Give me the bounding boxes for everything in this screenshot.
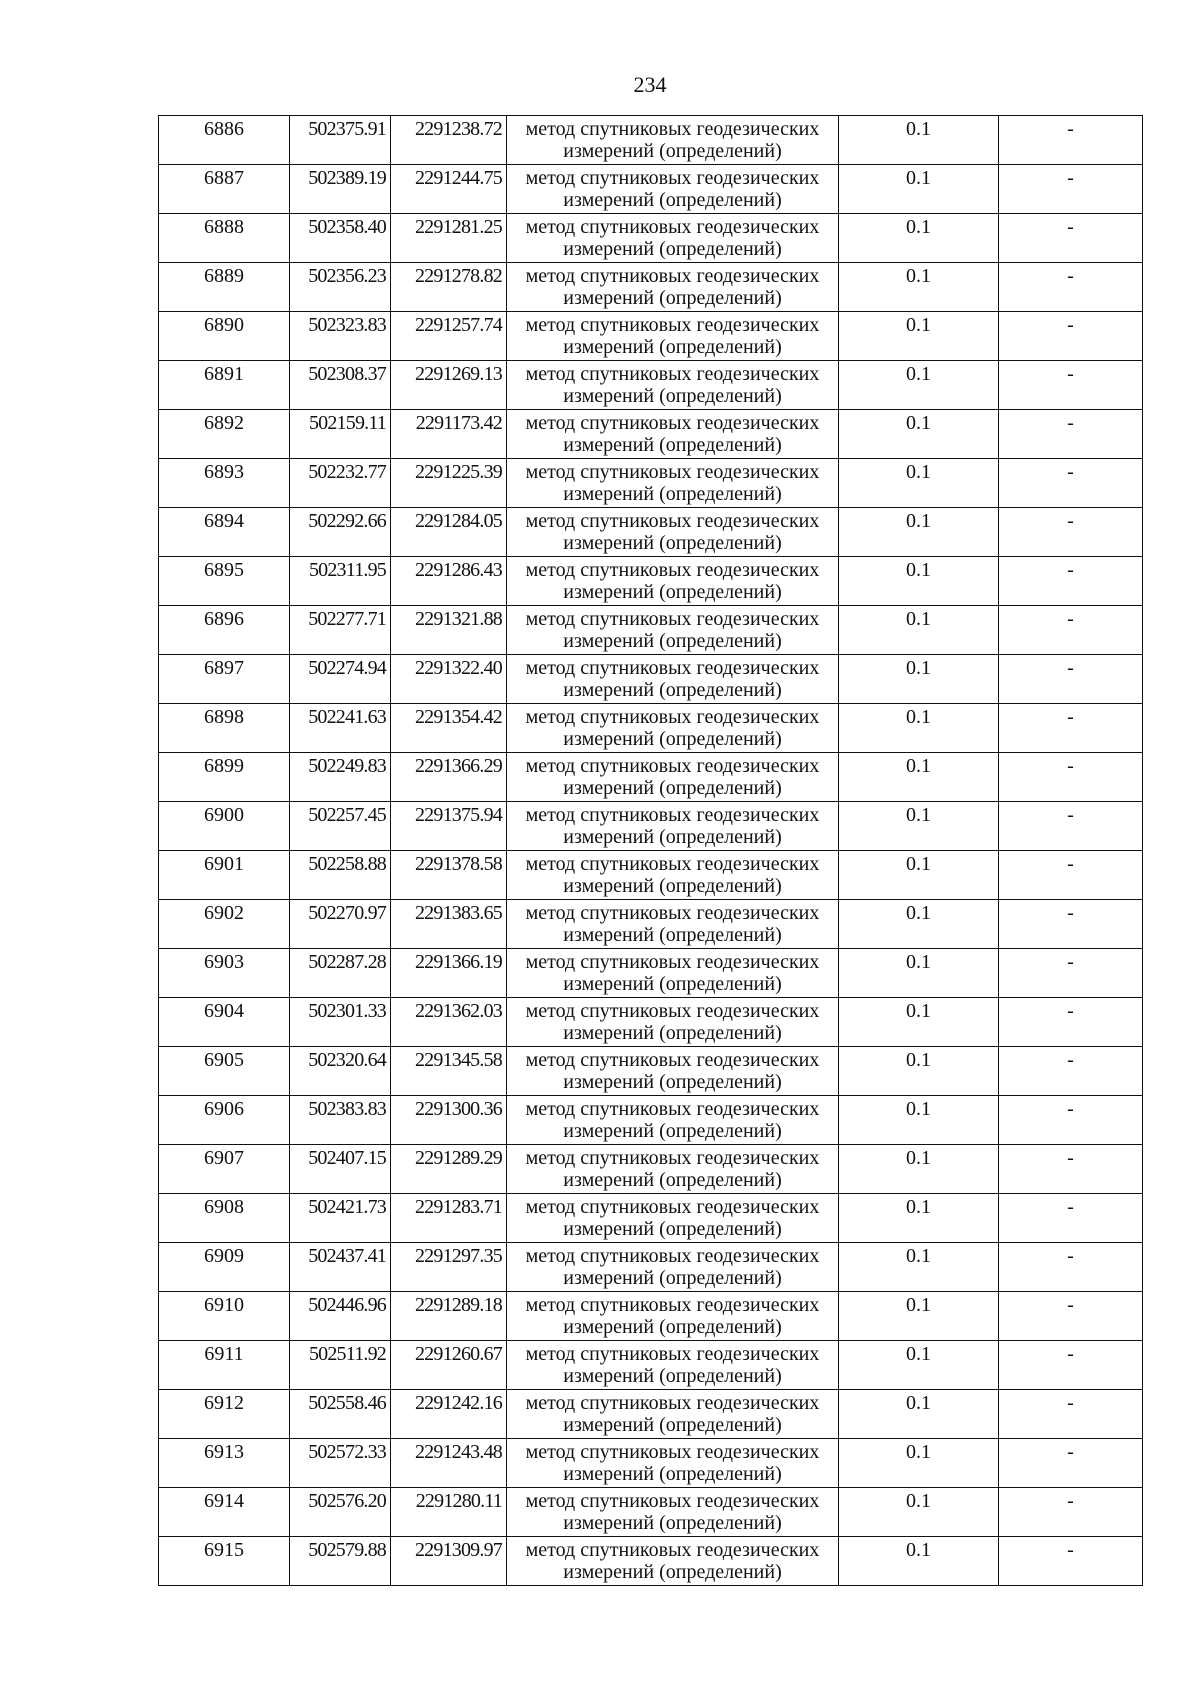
- y-coordinate-cell: 2291366.29: [391, 753, 507, 802]
- method-cell: метод спутниковых геодезических измерений (определений): [507, 1047, 839, 1096]
- point-number-cell: 6900: [159, 802, 290, 851]
- accuracy-cell: 0.1: [839, 851, 999, 900]
- method-cell: метод спутниковых геодезических измерений (определений): [507, 263, 839, 312]
- x-coordinate-cell: 502323.83: [290, 312, 391, 361]
- x-coordinate-cell: 502274.94: [290, 655, 391, 704]
- note-cell: -: [999, 1292, 1143, 1341]
- method-cell: метод спутниковых геодезических измерений (определений): [507, 1243, 839, 1292]
- method-cell: метод спутниковых геодезических измерений (определений): [507, 312, 839, 361]
- accuracy-cell: 0.1: [839, 1537, 999, 1586]
- x-coordinate-cell: 502572.33: [290, 1439, 391, 1488]
- method-cell: метод спутниковых геодезических измерений (определений): [507, 1194, 839, 1243]
- x-coordinate-cell: 502257.45: [290, 802, 391, 851]
- point-number-cell: 6915: [159, 1537, 290, 1586]
- point-number-cell: 6891: [159, 361, 290, 410]
- page-number: 234: [633, 72, 667, 97]
- table-row: [159, 655, 1143, 704]
- accuracy-cell: 0.1: [839, 1292, 999, 1341]
- x-coordinate-cell: 502511.92: [290, 1341, 391, 1390]
- note-cell: -: [999, 851, 1143, 900]
- table-row: [159, 1537, 1143, 1586]
- note-cell: -: [999, 704, 1143, 753]
- y-coordinate-cell: 2291173.42: [391, 410, 507, 459]
- method-cell: метод спутниковых геодезических измерений (определений): [507, 214, 839, 263]
- x-coordinate-cell: 502311.95: [290, 557, 391, 606]
- table-row: [159, 1439, 1143, 1488]
- point-number-cell: 6895: [159, 557, 290, 606]
- y-coordinate-cell: 2291225.39: [391, 459, 507, 508]
- note-cell: -: [999, 1047, 1143, 1096]
- method-cell: метод спутниковых геодезических измерений (определений): [507, 802, 839, 851]
- method-cell: метод спутниковых геодезических измерений (определений): [507, 655, 839, 704]
- x-coordinate-cell: 502301.33: [290, 998, 391, 1047]
- point-number-cell: 6897: [159, 655, 290, 704]
- y-coordinate-cell: 2291383.65: [391, 900, 507, 949]
- point-number-cell: 6893: [159, 459, 290, 508]
- method-cell: метод спутниковых геодезических измерений (определений): [507, 998, 839, 1047]
- note-cell: -: [999, 361, 1143, 410]
- table-row: [159, 459, 1143, 508]
- coordinates-table-body: [159, 116, 1143, 1586]
- y-coordinate-cell: 2291378.58: [391, 851, 507, 900]
- note-cell: -: [999, 1145, 1143, 1194]
- note-cell: -: [999, 410, 1143, 459]
- accuracy-cell: 0.1: [839, 949, 999, 998]
- note-cell: -: [999, 1243, 1143, 1292]
- method-cell: метод спутниковых геодезических измерений (определений): [507, 1488, 839, 1537]
- table-row: [159, 410, 1143, 459]
- accuracy-cell: 0.1: [839, 165, 999, 214]
- accuracy-cell: 0.1: [839, 214, 999, 263]
- point-number-cell: 6903: [159, 949, 290, 998]
- accuracy-cell: 0.1: [839, 1145, 999, 1194]
- table-row: [159, 165, 1143, 214]
- accuracy-cell: 0.1: [839, 606, 999, 655]
- point-number-cell: 6911: [159, 1341, 290, 1390]
- x-coordinate-cell: 502576.20: [290, 1488, 391, 1537]
- accuracy-cell: 0.1: [839, 459, 999, 508]
- table-row: [159, 949, 1143, 998]
- x-coordinate-cell: 502287.28: [290, 949, 391, 998]
- y-coordinate-cell: 2291300.36: [391, 1096, 507, 1145]
- table-row: [159, 753, 1143, 802]
- accuracy-cell: 0.1: [839, 1243, 999, 1292]
- method-cell: метод спутниковых геодезических измерений (определений): [507, 459, 839, 508]
- accuracy-cell: 0.1: [839, 655, 999, 704]
- note-cell: -: [999, 508, 1143, 557]
- accuracy-cell: 0.1: [839, 1390, 999, 1439]
- x-coordinate-cell: 502579.88: [290, 1537, 391, 1586]
- y-coordinate-cell: 2291238.72: [391, 116, 507, 165]
- method-cell: метод спутниковых геодезических измерений (определений): [507, 508, 839, 557]
- method-cell: метод спутниковых геодезических измерений (определений): [507, 165, 839, 214]
- note-cell: -: [999, 1439, 1143, 1488]
- table-row: [159, 312, 1143, 361]
- y-coordinate-cell: 2291283.71: [391, 1194, 507, 1243]
- y-coordinate-cell: 2291286.43: [391, 557, 507, 606]
- y-coordinate-cell: 2291321.88: [391, 606, 507, 655]
- table-row: [159, 704, 1143, 753]
- point-number-cell: 6909: [159, 1243, 290, 1292]
- x-coordinate-cell: 502383.83: [290, 1096, 391, 1145]
- note-cell: -: [999, 263, 1143, 312]
- x-coordinate-cell: 502277.71: [290, 606, 391, 655]
- point-number-cell: 6914: [159, 1488, 290, 1537]
- method-cell: метод спутниковых геодезических измерений (определений): [507, 851, 839, 900]
- x-coordinate-cell: 502292.66: [290, 508, 391, 557]
- y-coordinate-cell: 2291322.40: [391, 655, 507, 704]
- note-cell: -: [999, 165, 1143, 214]
- x-coordinate-cell: 502241.63: [290, 704, 391, 753]
- method-cell: метод спутниковых геодезических измерений (определений): [507, 410, 839, 459]
- x-coordinate-cell: 502308.37: [290, 361, 391, 410]
- point-number-cell: 6901: [159, 851, 290, 900]
- table-row: [159, 263, 1143, 312]
- table-row: [159, 361, 1143, 410]
- x-coordinate-cell: 502558.46: [290, 1390, 391, 1439]
- table-row: [159, 214, 1143, 263]
- y-coordinate-cell: 2291366.19: [391, 949, 507, 998]
- y-coordinate-cell: 2291375.94: [391, 802, 507, 851]
- point-number-cell: 6887: [159, 165, 290, 214]
- accuracy-cell: 0.1: [839, 753, 999, 802]
- accuracy-cell: 0.1: [839, 704, 999, 753]
- note-cell: -: [999, 949, 1143, 998]
- method-cell: метод спутниковых геодезических измерений (определений): [507, 1390, 839, 1439]
- x-coordinate-cell: 502407.15: [290, 1145, 391, 1194]
- point-number-cell: 6912: [159, 1390, 290, 1439]
- y-coordinate-cell: 2291260.67: [391, 1341, 507, 1390]
- method-cell: метод спутниковых геодезических измерений (определений): [507, 557, 839, 606]
- point-number-cell: 6890: [159, 312, 290, 361]
- point-number-cell: 6906: [159, 1096, 290, 1145]
- note-cell: -: [999, 1537, 1143, 1586]
- note-cell: -: [999, 459, 1143, 508]
- y-coordinate-cell: 2291362.03: [391, 998, 507, 1047]
- y-coordinate-cell: 2291281.25: [391, 214, 507, 263]
- table-row: [159, 508, 1143, 557]
- accuracy-cell: 0.1: [839, 998, 999, 1047]
- point-number-cell: 6888: [159, 214, 290, 263]
- table-row: [159, 998, 1143, 1047]
- note-cell: -: [999, 557, 1143, 606]
- accuracy-cell: 0.1: [839, 312, 999, 361]
- note-cell: -: [999, 1341, 1143, 1390]
- x-coordinate-cell: 502437.41: [290, 1243, 391, 1292]
- method-cell: метод спутниковых геодезических измерений (определений): [507, 1292, 839, 1341]
- accuracy-cell: 0.1: [839, 361, 999, 410]
- accuracy-cell: 0.1: [839, 410, 999, 459]
- method-cell: метод спутниковых геодезических измерений (определений): [507, 116, 839, 165]
- point-number-cell: 6886: [159, 116, 290, 165]
- x-coordinate-cell: 502421.73: [290, 1194, 391, 1243]
- y-coordinate-cell: 2291280.11: [391, 1488, 507, 1537]
- y-coordinate-cell: 2291242.16: [391, 1390, 507, 1439]
- table-row: [159, 851, 1143, 900]
- method-cell: метод спутниковых геодезических измерений (определений): [507, 900, 839, 949]
- point-number-cell: 6892: [159, 410, 290, 459]
- note-cell: -: [999, 116, 1143, 165]
- note-cell: -: [999, 1488, 1143, 1537]
- x-coordinate-cell: 502159.11: [290, 410, 391, 459]
- y-coordinate-cell: 2291257.74: [391, 312, 507, 361]
- point-number-cell: 6902: [159, 900, 290, 949]
- note-cell: -: [999, 214, 1143, 263]
- note-cell: -: [999, 655, 1143, 704]
- table-row: [159, 1047, 1143, 1096]
- y-coordinate-cell: 2291278.82: [391, 263, 507, 312]
- point-number-cell: 6896: [159, 606, 290, 655]
- method-cell: метод спутниковых геодезических измерений (определений): [507, 606, 839, 655]
- x-coordinate-cell: 502320.64: [290, 1047, 391, 1096]
- y-coordinate-cell: 2291354.42: [391, 704, 507, 753]
- table-row: [159, 1488, 1143, 1537]
- table-row: [159, 1194, 1143, 1243]
- accuracy-cell: 0.1: [839, 1439, 999, 1488]
- y-coordinate-cell: 2291244.75: [391, 165, 507, 214]
- accuracy-cell: 0.1: [839, 508, 999, 557]
- coordinates-table: [158, 115, 1143, 1586]
- x-coordinate-cell: 502358.40: [290, 214, 391, 263]
- accuracy-cell: 0.1: [839, 802, 999, 851]
- x-coordinate-cell: 502389.19: [290, 165, 391, 214]
- x-coordinate-cell: 502356.23: [290, 263, 391, 312]
- y-coordinate-cell: 2291243.48: [391, 1439, 507, 1488]
- method-cell: метод спутниковых геодезических измерений (определений): [507, 1096, 839, 1145]
- point-number-cell: 6889: [159, 263, 290, 312]
- note-cell: -: [999, 606, 1143, 655]
- x-coordinate-cell: 502446.96: [290, 1292, 391, 1341]
- accuracy-cell: 0.1: [839, 263, 999, 312]
- method-cell: метод спутниковых геодезических измерений (определений): [507, 753, 839, 802]
- table-row: [159, 1341, 1143, 1390]
- method-cell: метод спутниковых геодезических измерений (определений): [507, 704, 839, 753]
- note-cell: -: [999, 900, 1143, 949]
- table-row: [159, 1145, 1143, 1194]
- point-number-cell: 6894: [159, 508, 290, 557]
- table-row: [159, 1243, 1143, 1292]
- table-row: [159, 557, 1143, 606]
- point-number-cell: 6899: [159, 753, 290, 802]
- note-cell: -: [999, 1390, 1143, 1439]
- note-cell: -: [999, 1194, 1143, 1243]
- table-row: [159, 116, 1143, 165]
- x-coordinate-cell: 502249.83: [290, 753, 391, 802]
- y-coordinate-cell: 2291289.29: [391, 1145, 507, 1194]
- method-cell: метод спутниковых геодезических измерений (определений): [507, 361, 839, 410]
- note-cell: -: [999, 802, 1143, 851]
- method-cell: метод спутниковых геодезических измерений (определений): [507, 1439, 839, 1488]
- table-row: [159, 606, 1143, 655]
- point-number-cell: 6898: [159, 704, 290, 753]
- note-cell: -: [999, 312, 1143, 361]
- y-coordinate-cell: 2291269.13: [391, 361, 507, 410]
- table-row: [159, 1390, 1143, 1439]
- accuracy-cell: 0.1: [839, 1047, 999, 1096]
- x-coordinate-cell: 502232.77: [290, 459, 391, 508]
- note-cell: -: [999, 1096, 1143, 1145]
- point-number-cell: 6905: [159, 1047, 290, 1096]
- x-coordinate-cell: 502270.97: [290, 900, 391, 949]
- point-number-cell: 6913: [159, 1439, 290, 1488]
- table-row: [159, 1096, 1143, 1145]
- y-coordinate-cell: 2291289.18: [391, 1292, 507, 1341]
- table-row: [159, 900, 1143, 949]
- table-row: [159, 1292, 1143, 1341]
- note-cell: -: [999, 753, 1143, 802]
- method-cell: метод спутниковых геодезических измерений (определений): [507, 1145, 839, 1194]
- note-cell: -: [999, 998, 1143, 1047]
- point-number-cell: 6908: [159, 1194, 290, 1243]
- method-cell: метод спутниковых геодезических измерений (определений): [507, 949, 839, 998]
- y-coordinate-cell: 2291309.97: [391, 1537, 507, 1586]
- y-coordinate-cell: 2291284.05: [391, 508, 507, 557]
- x-coordinate-cell: 502258.88: [290, 851, 391, 900]
- accuracy-cell: 0.1: [839, 1194, 999, 1243]
- accuracy-cell: 0.1: [839, 900, 999, 949]
- method-cell: метод спутниковых геодезических измерений (определений): [507, 1537, 839, 1586]
- point-number-cell: 6910: [159, 1292, 290, 1341]
- accuracy-cell: 0.1: [839, 1341, 999, 1390]
- y-coordinate-cell: 2291297.35: [391, 1243, 507, 1292]
- point-number-cell: 6904: [159, 998, 290, 1047]
- accuracy-cell: 0.1: [839, 1488, 999, 1537]
- y-coordinate-cell: 2291345.58: [391, 1047, 507, 1096]
- x-coordinate-cell: 502375.91: [290, 116, 391, 165]
- point-number-cell: 6907: [159, 1145, 290, 1194]
- table-row: [159, 802, 1143, 851]
- accuracy-cell: 0.1: [839, 1096, 999, 1145]
- accuracy-cell: 0.1: [839, 116, 999, 165]
- method-cell: метод спутниковых геодезических измерений (определений): [507, 1341, 839, 1390]
- accuracy-cell: 0.1: [839, 557, 999, 606]
